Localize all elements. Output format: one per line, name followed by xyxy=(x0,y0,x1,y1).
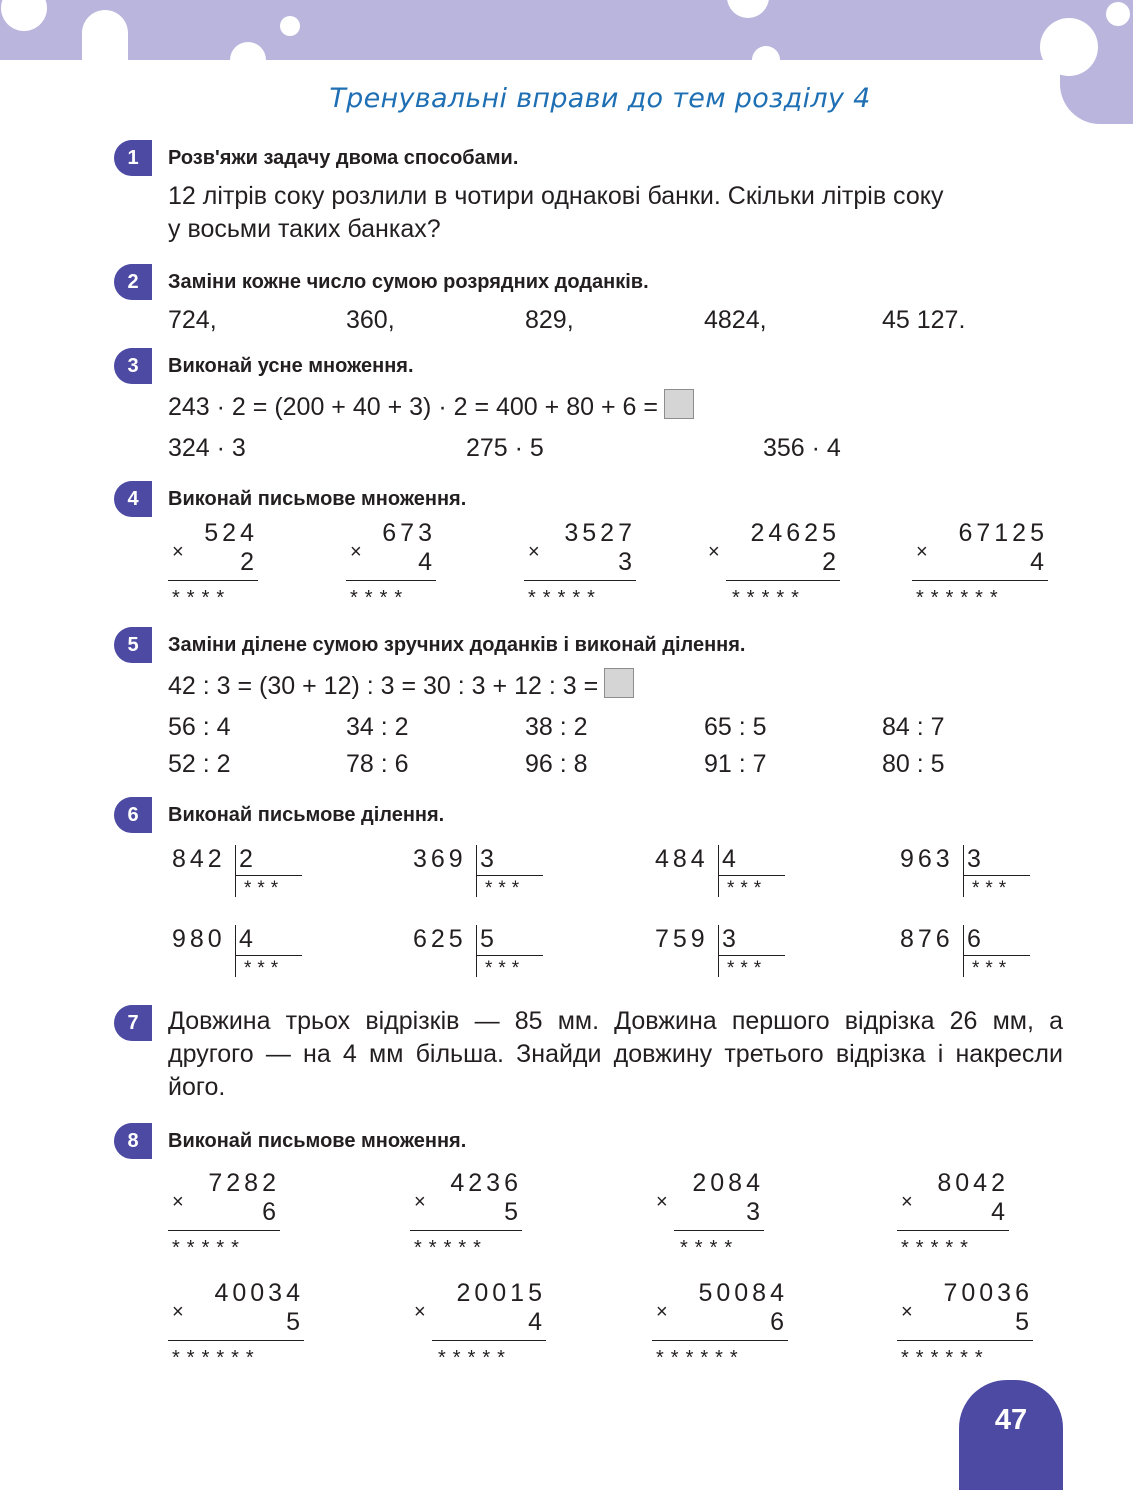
answer-placeholder: *** xyxy=(244,958,285,979)
multiplier: 4 xyxy=(1030,548,1048,576)
multiply-sign: × xyxy=(414,1191,426,1213)
column-multiplication xyxy=(704,519,840,609)
expression-item: 275 · 5 xyxy=(466,434,544,462)
page-title: Тренувальні вправи до тем розділу 4 xyxy=(329,83,871,114)
problem-text: Довжина трьох відрізків — 85 мм. Довжина першого відрізка 26 мм, а другого — на 4 мм більша. Знайди довжину третього відрізка і накресли його. xyxy=(168,1007,1063,1101)
multiplicand: 24625 xyxy=(750,519,840,547)
dividend: 980 xyxy=(172,925,226,953)
multiplicand: 2084 xyxy=(692,1169,764,1197)
answer-box[interactable] xyxy=(604,668,634,698)
multiply-sign: × xyxy=(708,541,720,563)
answer-placeholder: **** xyxy=(172,587,232,609)
answer-placeholder: **** xyxy=(350,587,410,609)
multiplicand: 70036 xyxy=(943,1279,1033,1307)
divisor: 4 xyxy=(239,925,253,953)
multiplicand: 3527 xyxy=(564,519,636,547)
multiply-sign: × xyxy=(656,1191,668,1213)
multiplier: 5 xyxy=(1015,1308,1033,1336)
result-line xyxy=(726,580,840,581)
multiply-sign: × xyxy=(901,1191,913,1213)
division-item: 84 : 7 xyxy=(882,713,945,741)
multiplier: 2 xyxy=(822,548,840,576)
divisor: 3 xyxy=(722,925,736,953)
header-band xyxy=(0,0,1133,60)
example-expression: 243 · 2 = (200 + 40 + 3) · 2 = 400 + 80 + 6 = xyxy=(168,393,658,421)
decor-circle xyxy=(1106,2,1130,26)
long-division xyxy=(413,845,548,900)
answer-placeholder: **** xyxy=(680,1237,740,1259)
answer-placeholder: ****** xyxy=(916,587,1005,609)
divisor: 4 xyxy=(722,845,736,873)
answer-placeholder: *** xyxy=(727,958,768,979)
result-line xyxy=(432,1340,546,1341)
expression-item: 324 · 3 xyxy=(168,434,246,462)
division-bar xyxy=(476,845,477,897)
column-multiplication xyxy=(912,519,1048,609)
division-item: 38 : 2 xyxy=(525,713,588,741)
example-equation xyxy=(168,389,694,422)
column-multiplication xyxy=(897,1169,1009,1259)
division-item: 96 : 8 xyxy=(525,750,588,778)
dividend: 842 xyxy=(172,845,226,873)
column-multiplication xyxy=(524,519,636,609)
exercise-instruction: Виконай письмове множення. xyxy=(168,1130,467,1152)
multiply-sign: × xyxy=(916,541,928,563)
number-item: 4824, xyxy=(704,306,767,334)
multiplicand: 7282 xyxy=(208,1169,280,1197)
quotient-line xyxy=(718,955,785,956)
division-bar xyxy=(718,845,719,897)
division-item: 34 : 2 xyxy=(346,713,409,741)
quotient-line xyxy=(718,875,785,876)
exercise-instruction: Заміни кожне число сумою розрядних доданків. xyxy=(168,271,649,293)
multiplier: 4 xyxy=(991,1198,1009,1226)
dividend: 484 xyxy=(655,845,709,873)
quotient-line xyxy=(963,875,1030,876)
long-division xyxy=(900,845,1035,900)
result-line xyxy=(674,1230,764,1231)
answer-placeholder: *** xyxy=(485,878,526,899)
exercise-instruction: Виконай письмове множення. xyxy=(168,488,467,510)
multiplier: 3 xyxy=(618,548,636,576)
column-multiplication xyxy=(168,1169,280,1259)
answer-placeholder: ****** xyxy=(901,1347,990,1369)
exercise-number: 2 xyxy=(114,264,152,300)
answer-placeholder: *** xyxy=(727,878,768,899)
long-division xyxy=(655,845,790,900)
multiply-sign: × xyxy=(172,541,184,563)
example-expression: 42 : 3 = (30 + 12) : 3 = 30 : 3 + 12 : 3 = xyxy=(168,672,599,700)
column-multiplication xyxy=(652,1169,764,1259)
expression-item: 356 · 4 xyxy=(763,434,841,462)
division-bar xyxy=(476,925,477,977)
result-line xyxy=(168,1340,304,1341)
result-line xyxy=(346,580,436,581)
answer-box[interactable] xyxy=(664,389,694,419)
quotient-line xyxy=(963,955,1030,956)
division-bar xyxy=(235,925,236,977)
exercise-number: 3 xyxy=(114,348,152,384)
dividend: 625 xyxy=(413,925,467,953)
decor-circle xyxy=(1040,18,1098,76)
column-multiplication xyxy=(897,1279,1033,1369)
multiply-sign: × xyxy=(656,1301,668,1323)
division-bar xyxy=(963,925,964,977)
multiply-sign: × xyxy=(901,1301,913,1323)
answer-placeholder: *** xyxy=(485,958,526,979)
answer-placeholder: ***** xyxy=(732,587,806,609)
multiplicand: 50084 xyxy=(698,1279,788,1307)
multiplicand: 67125 xyxy=(958,519,1048,547)
answer-placeholder: ****** xyxy=(656,1347,745,1369)
result-line xyxy=(410,1230,522,1231)
multiplier: 2 xyxy=(240,548,258,576)
exercise-number: 1 xyxy=(114,140,152,176)
division-item: 52 : 2 xyxy=(168,750,231,778)
decor-circle xyxy=(280,16,300,36)
multiply-sign: × xyxy=(414,1301,426,1323)
division-bar xyxy=(718,925,719,977)
quotient-line xyxy=(235,875,302,876)
exercise-number: 6 xyxy=(114,797,152,833)
long-division xyxy=(172,845,307,900)
multiplier: 6 xyxy=(770,1308,788,1336)
decor-circle xyxy=(752,46,780,74)
exercise-number: 8 xyxy=(114,1123,152,1159)
multiply-sign: × xyxy=(172,1301,184,1323)
column-multiplication xyxy=(168,1279,304,1369)
column-multiplication xyxy=(410,1169,522,1259)
answer-placeholder: ****** xyxy=(172,1347,261,1369)
exercise-number: 5 xyxy=(114,627,152,663)
exercise-instruction: Розв'яжи задачу двома способами. xyxy=(168,147,519,169)
division-item: 80 : 5 xyxy=(882,750,945,778)
multiplicand: 20015 xyxy=(456,1279,546,1307)
divisor: 2 xyxy=(239,845,253,873)
multiplicand: 8042 xyxy=(937,1169,1009,1197)
number-item: 45 127. xyxy=(882,306,966,334)
problem-text: 12 літрів соку розлили в чотири однакові банки. Скільки літрів соку xyxy=(168,182,944,210)
multiplicand: 673 xyxy=(382,519,436,547)
number-item: 829, xyxy=(525,306,574,334)
result-line xyxy=(524,580,636,581)
division-bar xyxy=(235,845,236,897)
column-multiplication xyxy=(168,519,258,609)
exercise-number: 7 xyxy=(114,1005,152,1041)
multiplicand: 524 xyxy=(204,519,258,547)
dividend: 876 xyxy=(900,925,954,953)
number-item: 360, xyxy=(346,306,395,334)
divisor: 5 xyxy=(480,925,494,953)
multiplicand: 4236 xyxy=(450,1169,522,1197)
column-multiplication xyxy=(652,1279,788,1369)
result-line xyxy=(652,1340,788,1341)
dividend: 759 xyxy=(655,925,709,953)
long-division xyxy=(900,925,1035,980)
result-line xyxy=(897,1340,1033,1341)
multiplier: 4 xyxy=(528,1308,546,1336)
multiply-sign: × xyxy=(350,541,362,563)
result-line xyxy=(897,1230,1009,1231)
multiply-sign: × xyxy=(172,1191,184,1213)
answer-placeholder: *** xyxy=(972,958,1013,979)
multiplier: 3 xyxy=(746,1198,764,1226)
answer-placeholder: ***** xyxy=(414,1237,488,1259)
multiply-sign: × xyxy=(528,541,540,563)
exercise-instruction: Заміни ділене сумою зручних доданків і виконай ділення. xyxy=(168,634,746,656)
result-line xyxy=(168,580,258,581)
multiplicand: 40034 xyxy=(214,1279,304,1307)
division-bar xyxy=(963,845,964,897)
division-item: 78 : 6 xyxy=(346,750,409,778)
multiplier: 6 xyxy=(262,1198,280,1226)
exercise-instruction: Виконай усне множення. xyxy=(168,355,414,377)
divisor: 3 xyxy=(480,845,494,873)
result-line xyxy=(912,580,1048,581)
column-multiplication xyxy=(410,1279,546,1369)
exercise-number: 4 xyxy=(114,481,152,517)
exercise-instruction: Виконай письмове ділення. xyxy=(168,804,445,826)
quotient-line xyxy=(476,875,543,876)
column-multiplication xyxy=(346,519,436,609)
answer-placeholder: ***** xyxy=(172,1237,246,1259)
dividend: 369 xyxy=(413,845,467,873)
answer-placeholder: *** xyxy=(244,878,285,899)
answer-placeholder: ***** xyxy=(528,587,602,609)
dividend: 963 xyxy=(900,845,954,873)
division-item: 56 : 4 xyxy=(168,713,231,741)
division-item: 91 : 7 xyxy=(704,750,767,778)
answer-placeholder: ***** xyxy=(438,1347,512,1369)
page-number: 47 xyxy=(994,1404,1028,1436)
decor-circle xyxy=(82,10,128,90)
divisor: 6 xyxy=(967,925,981,953)
multiplier: 4 xyxy=(418,548,436,576)
divisor: 3 xyxy=(967,845,981,873)
problem-text: у восьми таких банках? xyxy=(168,215,441,243)
long-division xyxy=(172,925,307,980)
long-division xyxy=(413,925,548,980)
quotient-line xyxy=(476,955,543,956)
long-division xyxy=(655,925,790,980)
multiplier: 5 xyxy=(504,1198,522,1226)
answer-placeholder: ***** xyxy=(901,1237,975,1259)
quotient-line xyxy=(235,955,302,956)
example-equation xyxy=(168,668,634,701)
answer-placeholder: *** xyxy=(972,878,1013,899)
multiplier: 5 xyxy=(286,1308,304,1336)
number-item: 724, xyxy=(168,306,217,334)
decor-circle xyxy=(230,42,266,78)
division-item: 65 : 5 xyxy=(704,713,767,741)
result-line xyxy=(168,1230,280,1231)
